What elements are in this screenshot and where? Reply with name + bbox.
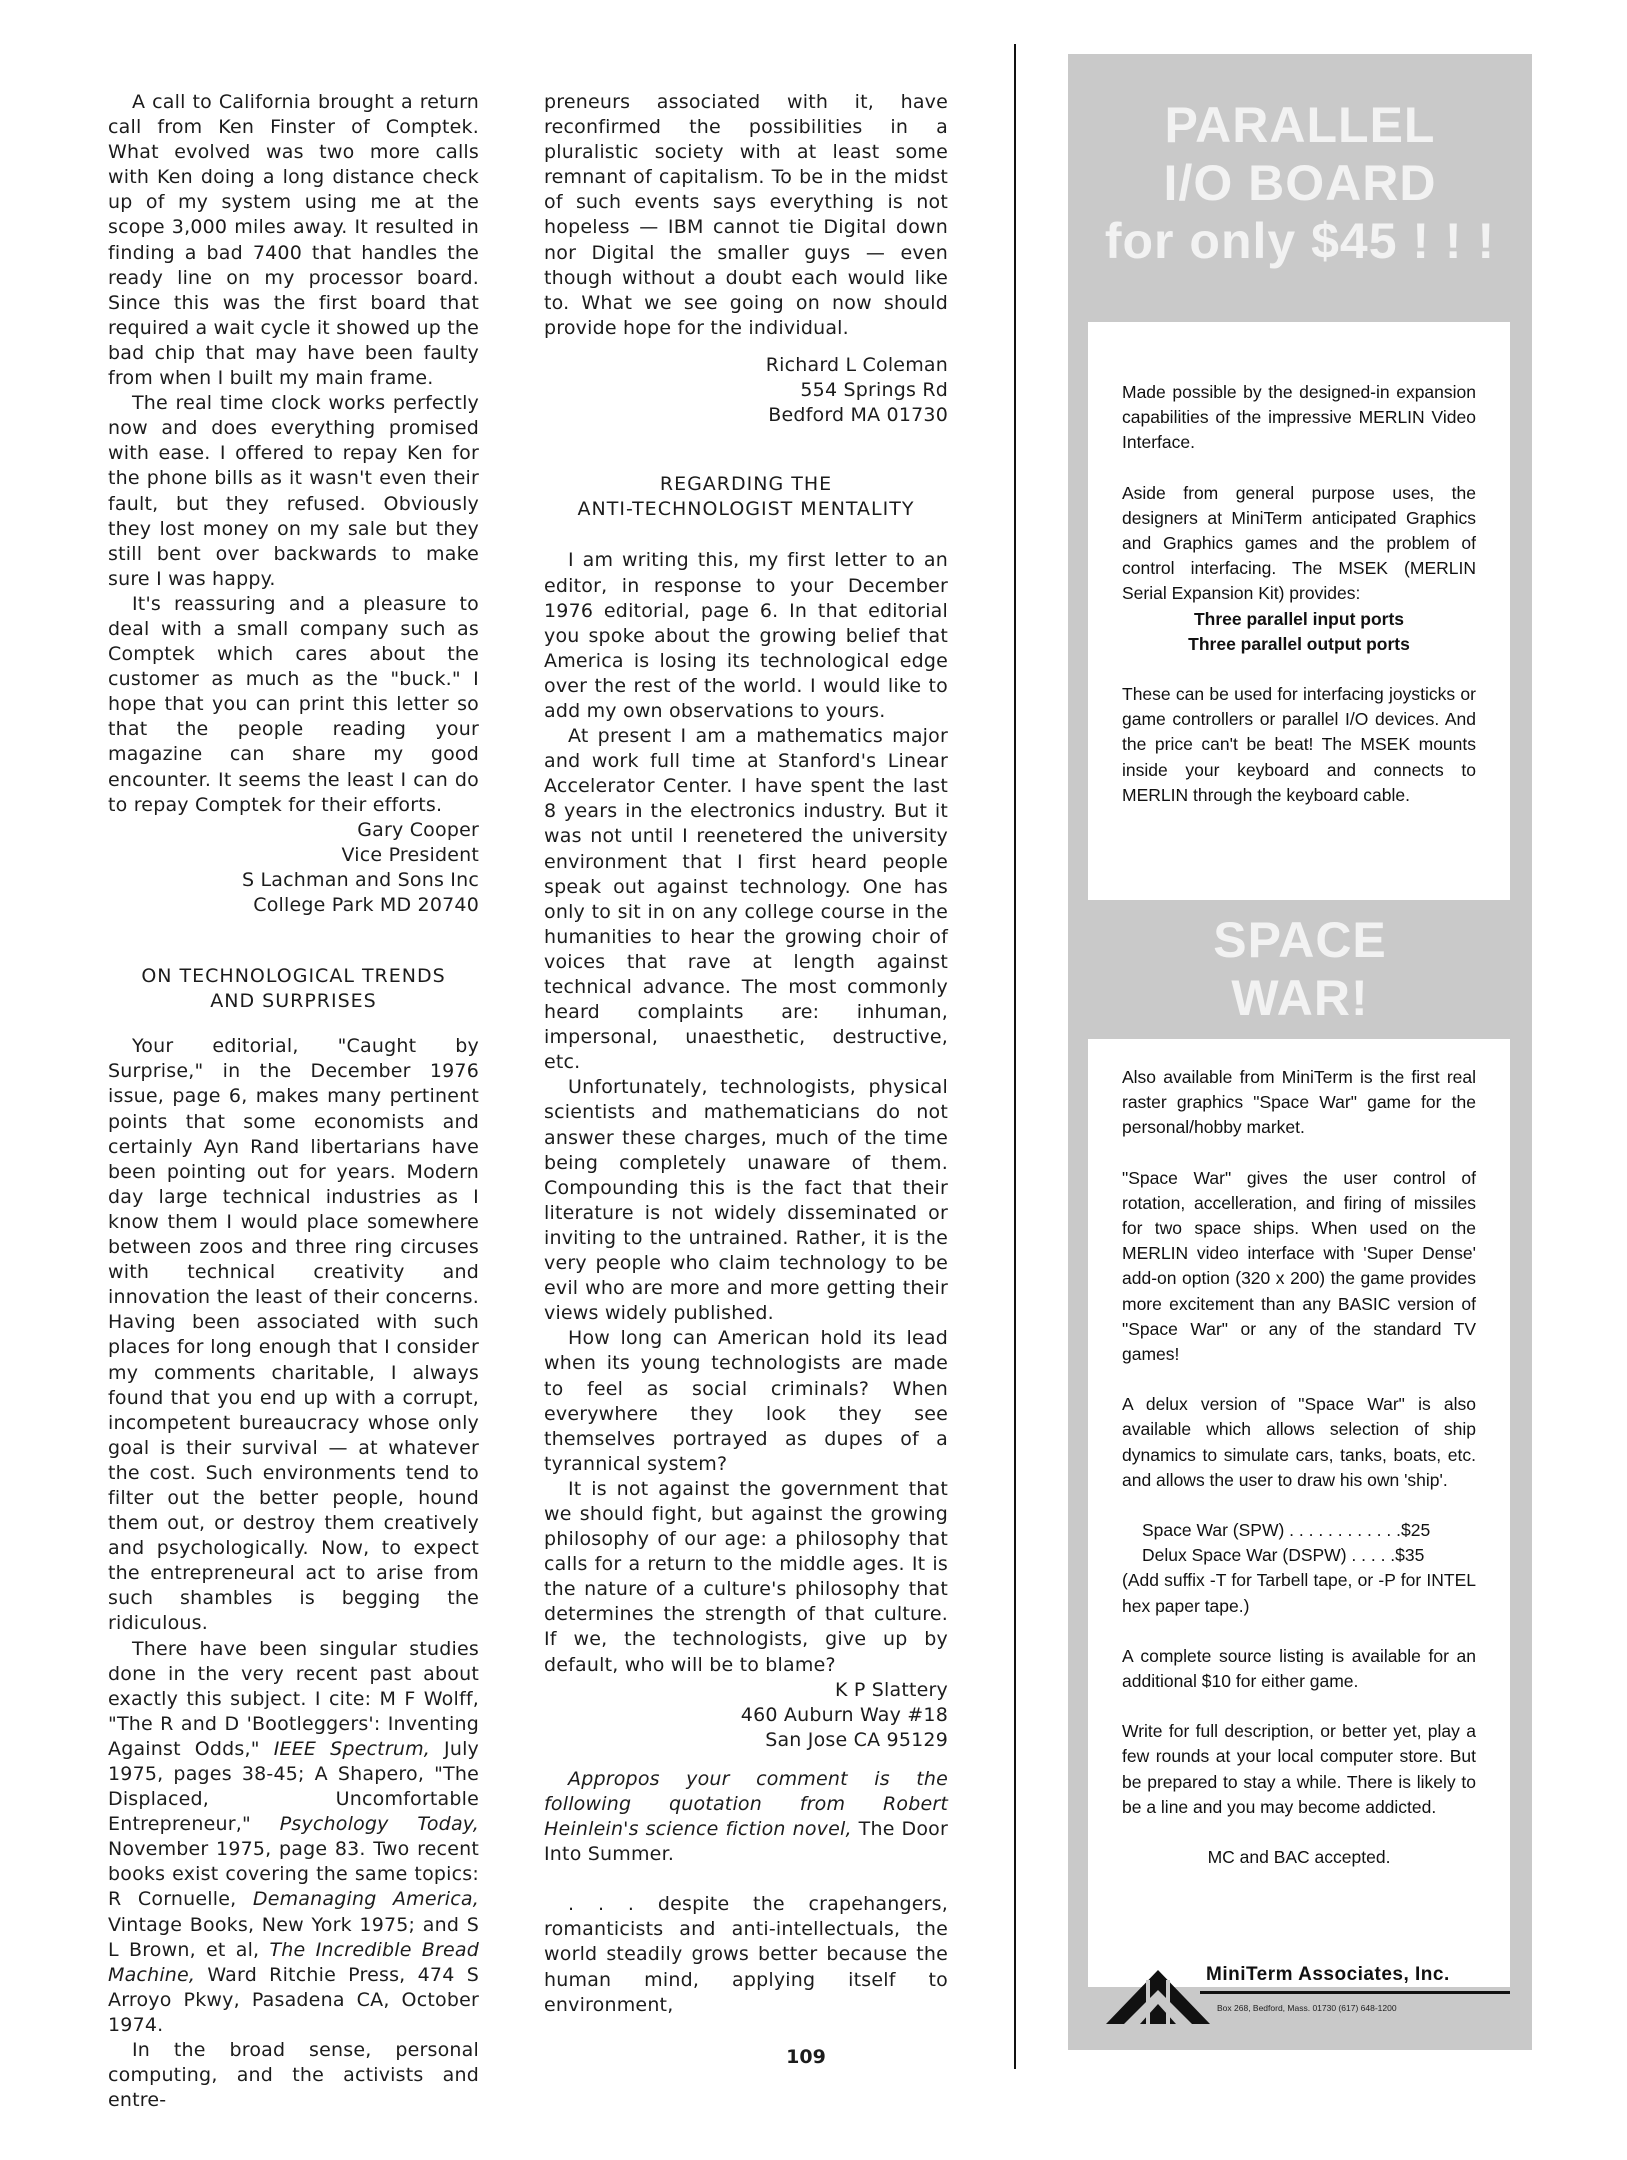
paragraph: Unfortunately, technologists, physical scientists and mathematicians do not answer these charges, much of the time being completely unaware of them. Compounding this is the fact that their literature is not widely disseminated or inviting to the untrained. Rather, it is the very people who claim technology to be evil who are more and more getting their views widely published.	[544, 1076, 948, 1325]
text-span: Appropos your comment is the following quotation from Robert Heinlein's science fiction novel,	[544, 1767, 948, 1841]
citation-title: Demanaging America,	[252, 1888, 479, 1911]
signature-line: San Jose CA 95129	[765, 1728, 948, 1751]
ad-paragraph: (Add suffix -T for Tarbell tape, or -P for INTEL hex paper tape.)	[1122, 1570, 1476, 1616]
company-address: Box 268, Bedford, Mass. 01730 (617) 648-1200	[1217, 2003, 1397, 2013]
signature-line: Richard L Coleman	[765, 353, 948, 376]
text-span: July 1975, pages 38-45; A Shapero, "The Displaced, Uncomfortable Entrepreneur,"	[108, 1737, 479, 1836]
text-span: November 1975, page 83. Two recent books exist covering the same topics: R Cornuelle,	[108, 1838, 479, 1911]
citation-title: Psychology Today,	[279, 1813, 479, 1836]
ad-headline-space-war	[1068, 911, 1532, 1027]
letter-heading	[544, 472, 948, 522]
ad-box-space-war	[1088, 1039, 1510, 1987]
paragraph: preneurs associated with it, have reconfirmed the possibilities in a pluralistic society with at least some remnant of capitalism. To be in the midst of such events says everything is not hopeless — IBM cannot tie Digital down nor Digital the smaller guys — even though without a doubt each would like to. What we see going on now should provide hope for the individual.	[544, 91, 948, 339]
heading-line: ON TECHNOLOGICAL TRENDS	[141, 965, 446, 988]
ad-paragraph: These can be used for interfacing joysticks or game controllers or parallel I/O devices. And the price can't be beat! The MSEK mounts inside your keyboard and connects to MERLIN through the keyboard cable.	[1122, 684, 1476, 805]
signature-line: S Lachman and Sons Inc	[242, 868, 479, 891]
paragraph: In the broad sense, personal computing, and the activists and entre-	[108, 2039, 479, 2112]
paragraph: A call to California brought a return call from Ken Finster of Comptek. What evolved was two more calls with Ken doing a long distance check up of my system using me at the scope 3,000 miles away. It resulted in finding a bad 7400 that handles the ready line on my processor board. Since this was the first board that required a wait cycle it showed up the bad chip that may have been faulty from when I built my main frame.	[108, 91, 480, 390]
signature-line: College Park MD 20740	[253, 894, 479, 916]
headline-line: SPACE	[1213, 912, 1387, 968]
ad-paragraph: A complete source listing is available for an additional $10 for either game.	[1122, 1645, 1476, 1692]
headline-line: WAR!	[1231, 970, 1369, 1026]
citation-title: The Incredible Bread Machine,	[108, 1938, 479, 1986]
price-delux-space-war: Delux Space War (DSPW) . . . . .$35	[1142, 1545, 1425, 1566]
signature-line: Gary Cooper	[357, 818, 479, 841]
ad-box-parallel-io	[1088, 322, 1510, 900]
payment-note: MC and BAC accepted.	[1207, 1847, 1391, 1868]
heading-line: REGARDING THE	[659, 473, 833, 496]
letter-heading	[108, 964, 479, 1014]
ad-paragraph: "Space War" gives the user control of rotation, accelleration, and firing of missiles for two space ships. When used on the MERLIN video interface with 'Super Dense' add-on option (320 x 200) the game provides more excitement than any BASIC version of "Space War" or any of the standard TV games!	[1122, 1167, 1476, 1365]
ad-paragraph: A delux version of "Space War" is also available which allows selection of ship dynamics to simulate cars, tanks, boats, etc. and allows the user to draw his own 'ship'.	[1122, 1394, 1476, 1490]
paragraph: It's reassuring and a pleasure to deal with a small company such as Comptek which cares about the customer as much as the "buck." I hope that you can print this letter so that the people reading your magazine can share my good encounter. It seems the least I can do to repay Comptek for their efforts.	[108, 592, 479, 816]
paragraph: Your editorial, "Caught by Surprise," in the December 1976 issue, page 6, makes many pertinent points that some economists and certainly Ayn Rand libertarians have been pointing out for years. Modern day large technical industries as I know them I would place somewhere between zoos and three ring circuses with technical creativity and innovation the least of their concerns. Having been associated with such places for long enough that I consider my comments charitable, I always found that you end up with a corrupt, incompetent bureaucracy whose only goal is their survival — at whatever the cost. Such environments tend to filter out the better people, hound them out, or destroy them creatively and psychologically. Now, to expect the entrepreneural act to arise from such shambles is begging the ridiculous.	[108, 1035, 479, 1635]
feature-output-ports: Three parallel output ports	[1188, 633, 1410, 654]
paragraph: At present I am a mathematics major and work full time at Stanford's Linear Accelerator Center. I have spent the last 8 years in the electronics industry. But it was not until I reenetered the university environment that I first heard people speak out against technology. One has only to sit in on any college course in the humanities to hear the growing choir of voices that rave at length against technical advance. The most commonly heard complaints are: inhuman, impersonal, unaesthetic, destructive, etc.	[544, 725, 948, 1074]
paragraph: How long can American hold its lead when its young technologists are made to feel as social criminals? When everywhere they look they see themselves portrayed as dupes of a tyrannical system?	[544, 1327, 948, 1475]
ad-paragraph: Aside from general purpose uses, the designers at MiniTerm anticipated Graphics and Graphics games and the problem of control interfacing. The MSEK (MERLIN Serial Expansion Kit) provides:	[1122, 482, 1476, 604]
heading-line: AND SURPRISES	[210, 990, 377, 1013]
citation-title: IEEE Spectrum,	[273, 1737, 431, 1760]
page-number: 109	[786, 2046, 826, 2068]
signature-kp-slattery	[544, 1678, 948, 1753]
letters-column-left	[108, 90, 479, 2113]
signature-gary-cooper	[108, 818, 479, 918]
signature-richard-coleman	[544, 353, 948, 428]
signature-line: K P Slattery	[834, 1678, 948, 1701]
editor-reply	[544, 1767, 948, 1867]
signature-line: 460 Auburn Way #18	[740, 1703, 948, 1726]
column-divider	[1014, 44, 1016, 2069]
company-name: MiniTerm Associates, Inc.	[1206, 1964, 1450, 1985]
paragraph: I am writing this, my first letter to an editor, in response to your December 1976 editorial, page 6. In that editorial you spoke about the growing belief that America is losing its technological edge over the rest of the world. I would like to add my own observations to yours.	[544, 549, 948, 722]
text-span: Vintage Books, New York 1975; and S L Brown, et al,	[108, 1913, 479, 1961]
letters-column-middle	[544, 90, 948, 2018]
signature-line: Bedford MA 01730	[768, 404, 948, 427]
signature-line: 554 Springs Rd	[800, 379, 948, 402]
feature-input-ports: Three parallel input ports	[1193, 608, 1405, 629]
paragraph	[108, 1637, 479, 2039]
text-span: There have been singular studies done in the very recent past about exactly this subject. I cite: M F Wolff, "The R and D 'Bootleggers': Inventing Against Odds,"	[108, 1637, 479, 1760]
paragraph: The real time clock works perfectly now and does everything promised with ease. I offered to repay Ken for the phone bills as it wasn't even their fault, but they refused. Obviously they lost money on my sale but they still bent over backwards to make sure I was happy.	[108, 392, 479, 590]
logo-rule	[1200, 1991, 1510, 1994]
miniterm-advertisement	[1068, 54, 1532, 2050]
headline-line: I/O BOARD	[1163, 155, 1437, 211]
headline-line: PARALLEL	[1164, 97, 1436, 153]
price-space-war: Space War (SPW) . . . . . . . . . . . .$25	[1142, 1520, 1431, 1541]
ad-paragraph: Write for full description, or better yet, play a few rounds at your local computer store. But be prepared to stay a while. There is likely to be a line and you may become addicted.	[1122, 1721, 1476, 1817]
headline-line: for only $45 ! ! !	[1104, 213, 1496, 269]
book-title: The Door Into Summer.	[544, 1818, 948, 1866]
heading-line: ANTI-TECHNOLOGIST MENTALITY	[577, 498, 915, 521]
ad-paragraph: Also available from MiniTerm is the first real raster graphics "Space War" game for the personal/hobby market.	[1122, 1067, 1476, 1138]
paragraph: It is not against the government that we should fight, but against the growing philosophy of our age: a philosophy that calls for a return to the middle ages. It is the nature of a culture's philosophy that determines the strength of that culture. If we, the technologists, give up by default, who will be to blame?	[544, 1477, 948, 1676]
text-span: Ward Ritchie Press, 474 S Arroyo Pkwy, Pasadena CA, October 1974.	[108, 1963, 479, 2036]
ad-paragraph: Made possible by the designed-in expansion capabilities of the impressive MERLIN Video Interface.	[1122, 382, 1476, 453]
signature-line: Vice President	[341, 843, 479, 866]
quotation: . . . despite the crapehangers, romanticists and anti-intellectuals, the world steadily grows better because the human mind, applying itself to environment,	[544, 1893, 948, 2016]
ad-headline-parallel	[1068, 96, 1532, 270]
